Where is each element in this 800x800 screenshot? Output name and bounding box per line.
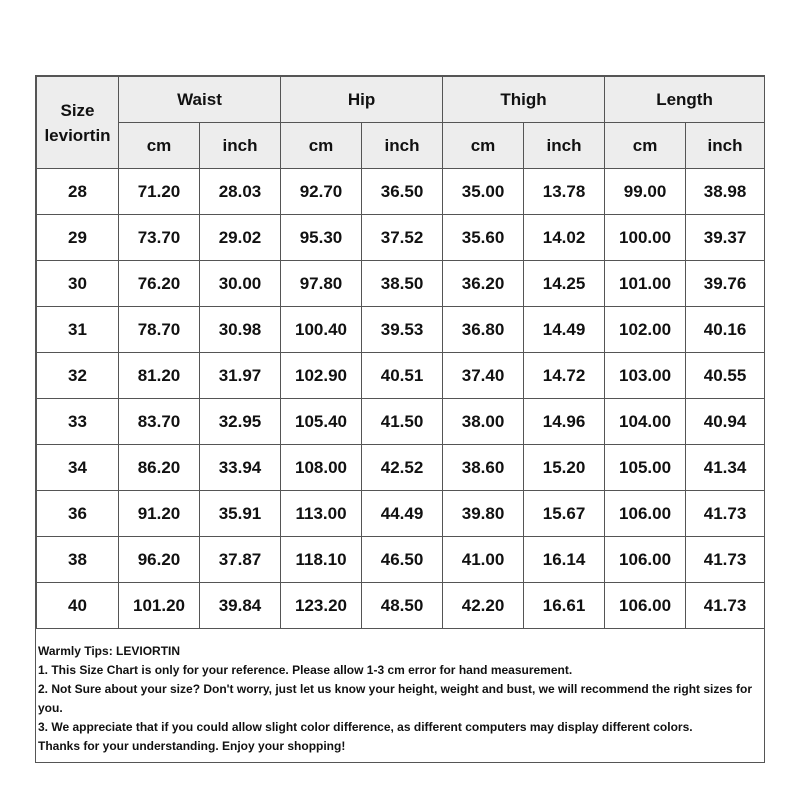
value-cell: 41.73	[686, 537, 765, 583]
value-cell: 37.52	[362, 215, 443, 261]
value-cell: 118.10	[281, 537, 362, 583]
value-cell: 102.90	[281, 353, 362, 399]
value-cell: 32.95	[200, 399, 281, 445]
value-cell: 108.00	[281, 445, 362, 491]
unit-header: cm	[443, 123, 524, 169]
value-cell: 101.20	[119, 583, 200, 629]
value-cell: 40.55	[686, 353, 765, 399]
unit-header: cm	[605, 123, 686, 169]
value-cell: 35.00	[443, 169, 524, 215]
value-cell: 35.60	[443, 215, 524, 261]
value-cell: 123.20	[281, 583, 362, 629]
value-cell: 30.98	[200, 307, 281, 353]
value-cell: 39.80	[443, 491, 524, 537]
size-cell: 32	[37, 353, 119, 399]
unit-header: inch	[686, 123, 765, 169]
size-cell: 31	[37, 307, 119, 353]
value-cell: 95.30	[281, 215, 362, 261]
size-cell: 34	[37, 445, 119, 491]
tip-line: 2. Not Sure about your size? Don't worry, just let us know your height, weight and bust, we will recommend the right sizes for you.	[38, 682, 753, 715]
value-cell: 41.00	[443, 537, 524, 583]
value-cell: 106.00	[605, 537, 686, 583]
value-cell: 73.70	[119, 215, 200, 261]
value-cell: 71.20	[119, 169, 200, 215]
header-row-groups	[37, 77, 765, 123]
unit-header: inch	[200, 123, 281, 169]
value-cell: 39.84	[200, 583, 281, 629]
value-cell: 99.00	[605, 169, 686, 215]
tips-title: Warmly Tips: LEVIORTIN	[38, 644, 181, 658]
value-cell: 102.00	[605, 307, 686, 353]
value-cell: 14.02	[524, 215, 605, 261]
group-header-hip: Hip	[281, 77, 443, 123]
table-row	[37, 445, 765, 491]
size-header-cell	[37, 77, 119, 169]
table-row	[37, 307, 765, 353]
unit-header: inch	[524, 123, 605, 169]
size-cell: 33	[37, 399, 119, 445]
group-header-thigh: Thigh	[443, 77, 605, 123]
table-row	[37, 215, 765, 261]
value-cell: 104.00	[605, 399, 686, 445]
table-row	[37, 169, 765, 215]
tips-section	[36, 636, 764, 762]
table-row	[37, 537, 765, 583]
value-cell: 38.00	[443, 399, 524, 445]
size-cell: 29	[37, 215, 119, 261]
size-cell: 30	[37, 261, 119, 307]
value-cell: 36.20	[443, 261, 524, 307]
value-cell: 29.02	[200, 215, 281, 261]
value-cell: 16.14	[524, 537, 605, 583]
value-cell: 91.20	[119, 491, 200, 537]
value-cell: 42.20	[443, 583, 524, 629]
value-cell: 28.03	[200, 169, 281, 215]
value-cell: 31.97	[200, 353, 281, 399]
size-chart	[35, 75, 765, 763]
table-row	[37, 491, 765, 537]
value-cell: 41.50	[362, 399, 443, 445]
value-cell: 86.20	[119, 445, 200, 491]
value-cell: 100.40	[281, 307, 362, 353]
value-cell: 46.50	[362, 537, 443, 583]
value-cell: 13.78	[524, 169, 605, 215]
value-cell: 39.76	[686, 261, 765, 307]
size-table	[36, 76, 765, 629]
value-cell: 38.98	[686, 169, 765, 215]
value-cell: 33.94	[200, 445, 281, 491]
unit-header: inch	[362, 123, 443, 169]
table-row	[37, 399, 765, 445]
value-cell: 101.00	[605, 261, 686, 307]
value-cell: 14.96	[524, 399, 605, 445]
tips-closing: Thanks for your understanding. Enjoy your shopping!	[38, 739, 346, 753]
table-row	[37, 353, 765, 399]
value-cell: 14.72	[524, 353, 605, 399]
value-cell: 81.20	[119, 353, 200, 399]
value-cell: 76.20	[119, 261, 200, 307]
size-cell: 36	[37, 491, 119, 537]
value-cell: 40.51	[362, 353, 443, 399]
tip-line: 1. This Size Chart is only for your reference. Please allow 1-3 cm error for hand measurement.	[38, 663, 573, 677]
size-cell: 38	[37, 537, 119, 583]
group-header-length: Length	[605, 77, 765, 123]
value-cell: 15.20	[524, 445, 605, 491]
value-cell: 35.91	[200, 491, 281, 537]
value-cell: 78.70	[119, 307, 200, 353]
value-cell: 14.25	[524, 261, 605, 307]
value-cell: 15.67	[524, 491, 605, 537]
group-header-waist: Waist	[119, 77, 281, 123]
size-cell: 28	[37, 169, 119, 215]
value-cell: 113.00	[281, 491, 362, 537]
value-cell: 39.53	[362, 307, 443, 353]
value-cell: 38.50	[362, 261, 443, 307]
size-header-brand: leviortin	[44, 125, 111, 145]
value-cell: 103.00	[605, 353, 686, 399]
value-cell: 41.73	[686, 583, 765, 629]
value-cell: 106.00	[605, 583, 686, 629]
size-header-label: Size	[60, 100, 95, 120]
value-cell: 14.49	[524, 307, 605, 353]
value-cell: 96.20	[119, 537, 200, 583]
table-row	[37, 583, 765, 629]
value-cell: 37.87	[200, 537, 281, 583]
value-cell: 36.80	[443, 307, 524, 353]
value-cell: 30.00	[200, 261, 281, 307]
value-cell: 16.61	[524, 583, 605, 629]
unit-header: cm	[281, 123, 362, 169]
value-cell: 41.73	[686, 491, 765, 537]
value-cell: 83.70	[119, 399, 200, 445]
value-cell: 42.52	[362, 445, 443, 491]
value-cell: 36.50	[362, 169, 443, 215]
unit-header: cm	[119, 123, 200, 169]
value-cell: 41.34	[686, 445, 765, 491]
value-cell: 44.49	[362, 491, 443, 537]
value-cell: 40.94	[686, 399, 765, 445]
value-cell: 37.40	[443, 353, 524, 399]
table-row	[37, 261, 765, 307]
value-cell: 100.00	[605, 215, 686, 261]
value-cell: 92.70	[281, 169, 362, 215]
size-cell: 40	[37, 583, 119, 629]
header-row-units	[37, 123, 765, 169]
value-cell: 97.80	[281, 261, 362, 307]
value-cell: 105.00	[605, 445, 686, 491]
value-cell: 106.00	[605, 491, 686, 537]
tip-line: 3. We appreciate that if you could allow slight color difference, as different computers may display different colors.	[38, 720, 693, 734]
value-cell: 39.37	[686, 215, 765, 261]
value-cell: 40.16	[686, 307, 765, 353]
value-cell: 105.40	[281, 399, 362, 445]
value-cell: 38.60	[443, 445, 524, 491]
value-cell: 48.50	[362, 583, 443, 629]
